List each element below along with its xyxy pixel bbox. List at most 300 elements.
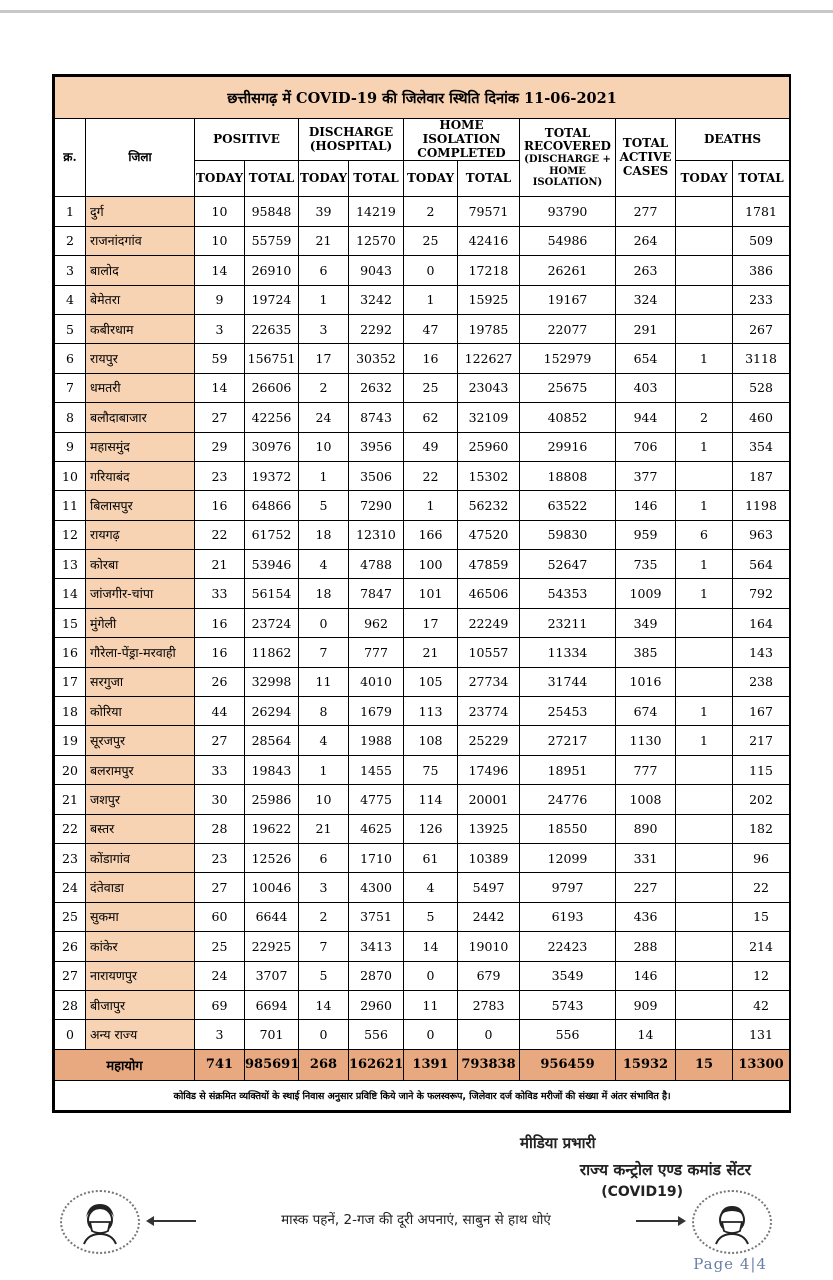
row-active: 14 — [616, 1020, 676, 1049]
row-pos-total: 53946 — [245, 550, 299, 579]
header-home-line2: COMPLETED — [417, 145, 506, 160]
row-active: 377 — [616, 461, 676, 490]
table-row — [55, 226, 790, 255]
row-sno: 24 — [55, 873, 86, 902]
row-district: अन्य राज्य — [86, 1020, 195, 1049]
row-death-total: 1781 — [733, 197, 790, 226]
row-home-today: 166 — [404, 520, 458, 549]
covid-district-table-frame — [52, 74, 791, 1113]
header-home-today: TODAY — [404, 161, 458, 197]
total-home-today: 1391 — [404, 1049, 458, 1080]
row-recovered: 18951 — [520, 755, 616, 784]
row-recovered: 22423 — [520, 932, 616, 961]
signature-designation: मीडिया प्रभारी — [520, 1134, 596, 1152]
row-district: महासमुंद — [86, 432, 195, 461]
row-active: 277 — [616, 197, 676, 226]
row-district: राजनांदगांव — [86, 226, 195, 255]
row-dis-today: 11 — [299, 667, 349, 696]
row-death-total: 792 — [733, 579, 790, 608]
row-recovered: 29916 — [520, 432, 616, 461]
row-home-total: 56232 — [458, 491, 520, 520]
row-pos-total: 55759 — [245, 226, 299, 255]
top-rule — [0, 10, 833, 13]
row-pos-today: 10 — [195, 226, 245, 255]
header-active-line3: CASES — [622, 163, 669, 178]
table-title: छत्तीसगढ़ में COVID-19 की जिलेवार स्थिति दिनांक 11-06-2021 — [55, 77, 790, 119]
header-recovered — [520, 119, 616, 197]
row-active: 777 — [616, 755, 676, 784]
row-dis-today: 7 — [299, 932, 349, 961]
table-row — [55, 638, 790, 667]
row-district: सूरजपुर — [86, 726, 195, 755]
row-active: 146 — [616, 961, 676, 990]
header-dis-total: TOTAL — [349, 161, 404, 197]
row-home-today: 108 — [404, 726, 458, 755]
row-sno: 15 — [55, 608, 86, 637]
row-district: जांजगीर-चांपा — [86, 579, 195, 608]
row-recovered: 152979 — [520, 344, 616, 373]
row-pos-total: 19622 — [245, 814, 299, 843]
row-recovered: 26261 — [520, 256, 616, 285]
row-home-total: 27734 — [458, 667, 520, 696]
table-row — [55, 344, 790, 373]
row-dis-today: 24 — [299, 403, 349, 432]
row-district: मुंगेली — [86, 608, 195, 637]
row-active: 1009 — [616, 579, 676, 608]
row-death-today — [676, 373, 733, 402]
row-death-today: 2 — [676, 403, 733, 432]
row-sno: 8 — [55, 403, 86, 432]
row-sno: 26 — [55, 932, 86, 961]
row-dis-today: 1 — [299, 285, 349, 314]
row-dis-total: 4300 — [349, 873, 404, 902]
row-dis-total: 9043 — [349, 256, 404, 285]
table-row — [55, 403, 790, 432]
table-row — [55, 843, 790, 872]
row-active: 890 — [616, 814, 676, 843]
row-home-today: 16 — [404, 344, 458, 373]
row-sno: 0 — [55, 1020, 86, 1049]
row-dis-total: 7290 — [349, 491, 404, 520]
row-sno: 14 — [55, 579, 86, 608]
row-home-today: 1 — [404, 285, 458, 314]
row-district: बलरामपुर — [86, 755, 195, 784]
table-row — [55, 1020, 790, 1049]
row-death-today — [676, 461, 733, 490]
row-death-total: 3118 — [733, 344, 790, 373]
row-home-total: 23043 — [458, 373, 520, 402]
row-pos-total: 19843 — [245, 755, 299, 784]
row-pos-total: 56154 — [245, 579, 299, 608]
row-district: कांकेर — [86, 932, 195, 961]
row-pos-total: 6694 — [245, 990, 299, 1019]
row-pos-today: 22 — [195, 520, 245, 549]
row-death-today — [676, 314, 733, 343]
row-dis-total: 962 — [349, 608, 404, 637]
row-death-total: 354 — [733, 432, 790, 461]
row-dis-today: 14 — [299, 990, 349, 1019]
table-row — [55, 902, 790, 931]
row-home-total: 122627 — [458, 344, 520, 373]
total-pos-total: 985691 — [245, 1049, 299, 1080]
row-pos-today: 14 — [195, 373, 245, 402]
row-active: 436 — [616, 902, 676, 931]
row-recovered: 59830 — [520, 520, 616, 549]
row-active: 349 — [616, 608, 676, 637]
row-dis-today: 7 — [299, 638, 349, 667]
row-sno: 2 — [55, 226, 86, 255]
row-dis-total: 1988 — [349, 726, 404, 755]
row-recovered: 6193 — [520, 902, 616, 931]
row-recovered: 12099 — [520, 843, 616, 872]
row-sno: 7 — [55, 373, 86, 402]
row-dis-today: 10 — [299, 785, 349, 814]
row-home-today: 22 — [404, 461, 458, 490]
row-death-total: 164 — [733, 608, 790, 637]
row-district: बालोद — [86, 256, 195, 285]
row-home-total: 47520 — [458, 520, 520, 549]
row-death-total: 233 — [733, 285, 790, 314]
row-home-today: 17 — [404, 608, 458, 637]
row-recovered: 25453 — [520, 697, 616, 726]
row-pos-total: 6644 — [245, 902, 299, 931]
row-death-total: 214 — [733, 932, 790, 961]
header-active-line2: ACTIVE — [619, 149, 672, 164]
page-current: 4 — [739, 1255, 751, 1273]
page-total: 4 — [756, 1255, 767, 1273]
row-home-today: 113 — [404, 697, 458, 726]
row-active: 291 — [616, 314, 676, 343]
row-dis-today: 1 — [299, 461, 349, 490]
table-row — [55, 990, 790, 1019]
row-pos-today: 59 — [195, 344, 245, 373]
row-pos-today: 30 — [195, 785, 245, 814]
table-row — [55, 197, 790, 226]
row-home-today: 0 — [404, 256, 458, 285]
row-dis-today: 17 — [299, 344, 349, 373]
total-row — [55, 1049, 790, 1080]
row-active: 331 — [616, 843, 676, 872]
row-dis-total: 30352 — [349, 344, 404, 373]
row-pos-today: 28 — [195, 814, 245, 843]
row-dis-today: 5 — [299, 491, 349, 520]
row-death-total: 167 — [733, 697, 790, 726]
table-row — [55, 520, 790, 549]
table-row — [55, 256, 790, 285]
row-death-total: 96 — [733, 843, 790, 872]
row-recovered: 40852 — [520, 403, 616, 432]
row-death-total: 12 — [733, 961, 790, 990]
row-death-today: 6 — [676, 520, 733, 549]
row-dis-total: 1679 — [349, 697, 404, 726]
row-pos-today: 60 — [195, 902, 245, 931]
row-pos-total: 28564 — [245, 726, 299, 755]
row-home-today: 25 — [404, 373, 458, 402]
row-active: 385 — [616, 638, 676, 667]
row-death-today — [676, 226, 733, 255]
row-pos-total: 42256 — [245, 403, 299, 432]
row-pos-today: 23 — [195, 461, 245, 490]
row-home-total: 2442 — [458, 902, 520, 931]
row-death-today: 1 — [676, 726, 733, 755]
row-district: गरियाबंद — [86, 461, 195, 490]
row-district: बस्तर — [86, 814, 195, 843]
row-dis-total: 8743 — [349, 403, 404, 432]
row-recovered: 9797 — [520, 873, 616, 902]
row-home-today: 21 — [404, 638, 458, 667]
row-pos-today: 44 — [195, 697, 245, 726]
slogan-text: मास्क पहनें, 2-गज की दूरी अपनाएं, साबुन से हाथ धोएं — [281, 1212, 551, 1228]
row-home-today: 62 — [404, 403, 458, 432]
row-district: दंतेवाडा — [86, 873, 195, 902]
table-row — [55, 785, 790, 814]
header-recovered-line1: TOTAL — [544, 125, 591, 140]
row-sno: 18 — [55, 697, 86, 726]
row-home-total: 15302 — [458, 461, 520, 490]
row-pos-today: 14 — [195, 256, 245, 285]
row-active: 959 — [616, 520, 676, 549]
row-active: 1130 — [616, 726, 676, 755]
row-active: 654 — [616, 344, 676, 373]
row-recovered: 556 — [520, 1020, 616, 1049]
row-home-today: 14 — [404, 932, 458, 961]
table-row — [55, 814, 790, 843]
row-dis-total: 1710 — [349, 843, 404, 872]
header-discharge — [299, 119, 404, 161]
row-pos-total: 32998 — [245, 667, 299, 696]
row-district: गौरेला-पेंड्रा-मरवाही — [86, 638, 195, 667]
row-death-total: 238 — [733, 667, 790, 696]
table-row — [55, 461, 790, 490]
table-body — [55, 197, 790, 1049]
row-dis-total: 12570 — [349, 226, 404, 255]
row-district: सुकमा — [86, 902, 195, 931]
row-pos-total: 61752 — [245, 520, 299, 549]
row-active: 909 — [616, 990, 676, 1019]
row-pos-today: 3 — [195, 314, 245, 343]
row-pos-today: 3 — [195, 1020, 245, 1049]
total-recovered: 956459 — [520, 1049, 616, 1080]
row-death-total: 963 — [733, 520, 790, 549]
table-row — [55, 579, 790, 608]
table-row — [55, 491, 790, 520]
row-sno: 1 — [55, 197, 86, 226]
row-district: नारायणपुर — [86, 961, 195, 990]
row-death-total: 143 — [733, 638, 790, 667]
row-active: 674 — [616, 697, 676, 726]
header-death-today: TODAY — [676, 161, 733, 197]
row-active: 735 — [616, 550, 676, 579]
row-death-today: 1 — [676, 432, 733, 461]
table-row — [55, 432, 790, 461]
row-home-total: 47859 — [458, 550, 520, 579]
row-pos-total: 10046 — [245, 873, 299, 902]
header-home-isolation — [404, 119, 520, 161]
row-death-total: 115 — [733, 755, 790, 784]
row-death-today — [676, 843, 733, 872]
row-district: बेमेतरा — [86, 285, 195, 314]
row-pos-today: 9 — [195, 285, 245, 314]
row-death-total: 182 — [733, 814, 790, 843]
row-recovered: 5743 — [520, 990, 616, 1019]
row-sno: 20 — [55, 755, 86, 784]
row-death-today: 1 — [676, 550, 733, 579]
table-row — [55, 550, 790, 579]
total-dis-total: 162621 — [349, 1049, 404, 1080]
row-recovered: 93790 — [520, 197, 616, 226]
row-district: सरगुजा — [86, 667, 195, 696]
row-dis-total: 14219 — [349, 197, 404, 226]
row-dis-total: 3751 — [349, 902, 404, 931]
row-home-today: 0 — [404, 961, 458, 990]
row-home-total: 25960 — [458, 432, 520, 461]
header-discharge-line2: (HOSPITAL) — [309, 138, 393, 153]
row-district: रायपुर — [86, 344, 195, 373]
header-dis-today: TODAY — [299, 161, 349, 197]
row-death-total: 131 — [733, 1020, 790, 1049]
row-pos-today: 29 — [195, 432, 245, 461]
row-death-total: 460 — [733, 403, 790, 432]
row-district: कोरिया — [86, 697, 195, 726]
row-home-today: 61 — [404, 843, 458, 872]
row-pos-today: 27 — [195, 726, 245, 755]
table-row — [55, 373, 790, 402]
row-death-today — [676, 990, 733, 1019]
row-home-total: 42416 — [458, 226, 520, 255]
row-home-total: 19785 — [458, 314, 520, 343]
row-death-today — [676, 608, 733, 637]
row-recovered: 11334 — [520, 638, 616, 667]
header-active — [616, 119, 676, 197]
row-death-today — [676, 667, 733, 696]
row-dis-today: 10 — [299, 432, 349, 461]
row-district: जशपुर — [86, 785, 195, 814]
row-death-today — [676, 932, 733, 961]
row-home-today: 75 — [404, 755, 458, 784]
row-sno: 10 — [55, 461, 86, 490]
row-district: कोरबा — [86, 550, 195, 579]
header-home-total: TOTAL — [458, 161, 520, 197]
row-sno: 17 — [55, 667, 86, 696]
row-death-total: 15 — [733, 902, 790, 931]
row-active: 264 — [616, 226, 676, 255]
row-death-total: 528 — [733, 373, 790, 402]
masked-woman-icon — [60, 1190, 140, 1254]
row-death-total: 217 — [733, 726, 790, 755]
header-recovered-line4: HOME ISOLATION) — [532, 165, 603, 189]
row-home-total: 0 — [458, 1020, 520, 1049]
row-home-today: 100 — [404, 550, 458, 579]
row-active: 403 — [616, 373, 676, 402]
row-home-today: 101 — [404, 579, 458, 608]
table-row — [55, 285, 790, 314]
row-pos-total: 25986 — [245, 785, 299, 814]
row-sno: 5 — [55, 314, 86, 343]
row-death-today — [676, 873, 733, 902]
row-death-total: 22 — [733, 873, 790, 902]
row-dis-today: 39 — [299, 197, 349, 226]
page-label: Page — [693, 1255, 735, 1273]
total-active: 15932 — [616, 1049, 676, 1080]
header-active-line1: TOTAL — [622, 136, 669, 150]
row-home-total: 22249 — [458, 608, 520, 637]
row-death-today: 1 — [676, 697, 733, 726]
row-pos-today: 27 — [195, 403, 245, 432]
row-pos-total: 22635 — [245, 314, 299, 343]
row-pos-total: 95848 — [245, 197, 299, 226]
row-home-total: 10389 — [458, 843, 520, 872]
row-home-today: 49 — [404, 432, 458, 461]
header-deaths: DEATHS — [676, 119, 790, 161]
row-sno: 25 — [55, 902, 86, 931]
row-home-total: 20001 — [458, 785, 520, 814]
row-sno: 21 — [55, 785, 86, 814]
row-dis-total: 3413 — [349, 932, 404, 961]
row-recovered: 24776 — [520, 785, 616, 814]
row-death-total: 509 — [733, 226, 790, 255]
row-recovered: 25675 — [520, 373, 616, 402]
row-death-today — [676, 285, 733, 314]
row-dis-today: 3 — [299, 314, 349, 343]
row-dis-total: 3506 — [349, 461, 404, 490]
row-sno: 3 — [55, 256, 86, 285]
row-pos-total: 26910 — [245, 256, 299, 285]
row-dis-total: 2870 — [349, 961, 404, 990]
row-pos-total: 156751 — [245, 344, 299, 373]
row-dis-total: 777 — [349, 638, 404, 667]
row-dis-total: 2632 — [349, 373, 404, 402]
header-sno: क्र. — [55, 119, 86, 197]
row-active: 1008 — [616, 785, 676, 814]
table-row — [55, 932, 790, 961]
row-dis-total: 12310 — [349, 520, 404, 549]
row-pos-today: 23 — [195, 843, 245, 872]
row-pos-today: 16 — [195, 608, 245, 637]
table-row — [55, 608, 790, 637]
row-home-total: 17496 — [458, 755, 520, 784]
row-dis-today: 18 — [299, 579, 349, 608]
row-pos-total: 22925 — [245, 932, 299, 961]
row-dis-today: 4 — [299, 726, 349, 755]
row-pos-today: 33 — [195, 579, 245, 608]
row-death-today — [676, 1020, 733, 1049]
signature-covid: (COVID19) — [601, 1184, 683, 1200]
row-dis-today: 18 — [299, 520, 349, 549]
row-home-today: 2 — [404, 197, 458, 226]
row-pos-today: 16 — [195, 491, 245, 520]
row-sno: 6 — [55, 344, 86, 373]
total-death-total: 13300 — [733, 1049, 790, 1080]
row-dis-today: 6 — [299, 256, 349, 285]
row-sno: 11 — [55, 491, 86, 520]
row-death-total: 386 — [733, 256, 790, 285]
table-row — [55, 726, 790, 755]
row-pos-today: 69 — [195, 990, 245, 1019]
row-dis-today: 0 — [299, 608, 349, 637]
row-dis-total: 556 — [349, 1020, 404, 1049]
row-dis-today: 8 — [299, 697, 349, 726]
row-recovered: 18808 — [520, 461, 616, 490]
row-pos-total: 19372 — [245, 461, 299, 490]
row-dis-today: 21 — [299, 226, 349, 255]
row-dis-total: 3956 — [349, 432, 404, 461]
row-home-today: 25 — [404, 226, 458, 255]
row-pos-today: 10 — [195, 197, 245, 226]
row-death-today — [676, 961, 733, 990]
row-district: धमतरी — [86, 373, 195, 402]
row-pos-total: 19724 — [245, 285, 299, 314]
row-dis-total: 4775 — [349, 785, 404, 814]
